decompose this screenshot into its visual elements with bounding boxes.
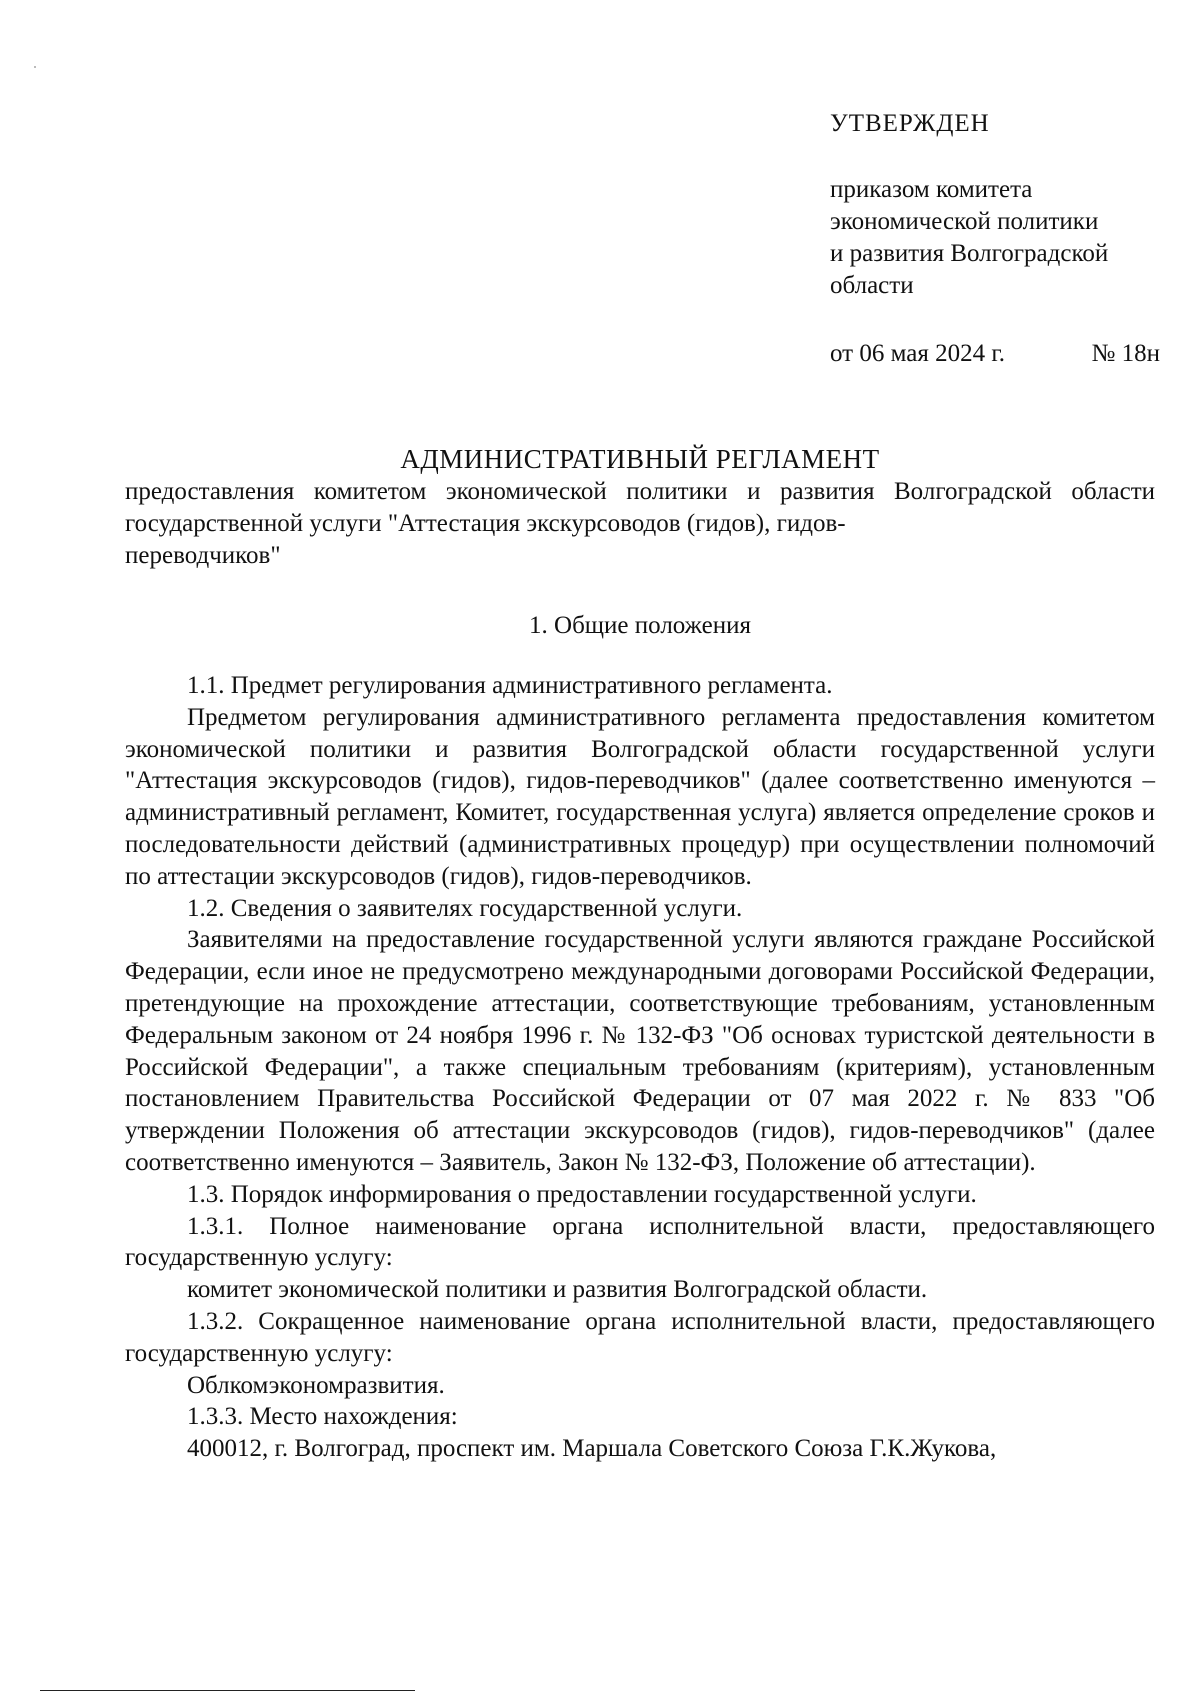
- document-header: [125, 442, 1155, 572]
- document-body: [125, 670, 1155, 1465]
- document-title: АДМИНИСТРАТИВНЫЙ РЕГЛАМЕНТ: [400, 444, 880, 474]
- approval-title: УТВЕРЖДЕН: [830, 110, 990, 137]
- paragraph: 1.1. Предмет регулирования административного регламента.: [187, 672, 833, 699]
- approval-org-line: области: [830, 272, 914, 299]
- paragraph: Предметом регулирования административного регламента предоставления комитетом экономической политики и развития Волгоградской области государственной услуги "Аттестация экскурсоводов (гидов), гидов-переводчиков" (далее соответственно именуются – административный регламент, Комитет, государственная услуга) является определение сроков и последовательности действий (административных процедур) при осуществлении полномочий по аттестации экскурсоводов (гидов), гидов-переводчиков.: [125, 703, 1155, 890]
- paragraph: 1.3.1. Полное наименование органа исполнительной власти, предоставляющего государственную услугу:: [125, 1212, 1155, 1272]
- document-subtitle-last: переводчиков": [125, 542, 281, 569]
- document-subtitle-main: предоставления комитетом экономической политики и развития Волгоградской области государственной услуги "Аттестация экскурсоводов (гидов), гидов-: [125, 478, 1155, 537]
- approval-org-line: и развития Волгоградской: [830, 240, 1109, 267]
- footnote-rule: [40, 1690, 415, 1691]
- order-date: от 06 мая 2024 г.: [830, 340, 1006, 367]
- approval-org-line: экономической политики: [830, 208, 1099, 235]
- approval-stamp: [830, 108, 1170, 370]
- paragraph: 1.3. Порядок информирования о предоставлении государственной услуги.: [187, 1180, 977, 1208]
- approval-org: [830, 174, 1170, 302]
- approval-org-line: приказом комитета: [830, 176, 1033, 203]
- paragraph: 1.2. Сведения о заявителях государственной услуги.: [187, 894, 743, 922]
- paragraph: Облкомэкономразвития.: [187, 1371, 445, 1399]
- section-heading: 1. Общие положения: [529, 612, 751, 639]
- document-subtitle: [125, 476, 1155, 572]
- paragraph: Заявителями на предоставление государственной услуги являются граждане Российской Федерации, если иное не предусмотрено международными договорами Российской Федерации, претендующие на прохождение аттестации, соответствующие требованиям, установленным Федеральным законом от 24 ноября 1996 г. № 132-ФЗ "Об основах туристской деятельности в Российской Федерации", а также специальным требованиям (критериям), установленным постановлением Правительства Российской Федерации от 07 мая 2022 г. № 833 "Об утверждении Положения об аттестации экскурсоводов (гидов), гидов-переводчиков" (далее соответственно именуются – Заявитель, Закон № 132-ФЗ, Положение об аттестации).: [125, 926, 1155, 1176]
- order-reference: [830, 338, 1160, 370]
- paragraph: 400012, г. Волгоград, проспект им. Маршала Советского Союза Г.К.Жукова,: [187, 1435, 997, 1463]
- order-number: № 18н: [1091, 340, 1160, 367]
- paragraph: 1.3.2. Сокращенное наименование органа исполнительной власти, предоставляющего государственную услугу:: [125, 1307, 1155, 1367]
- paragraph: 1.3.3. Место нахождения:: [187, 1403, 458, 1431]
- paragraph: комитет экономической политики и развития Волгоградской области.: [187, 1276, 928, 1304]
- scan-speck: [34, 66, 36, 68]
